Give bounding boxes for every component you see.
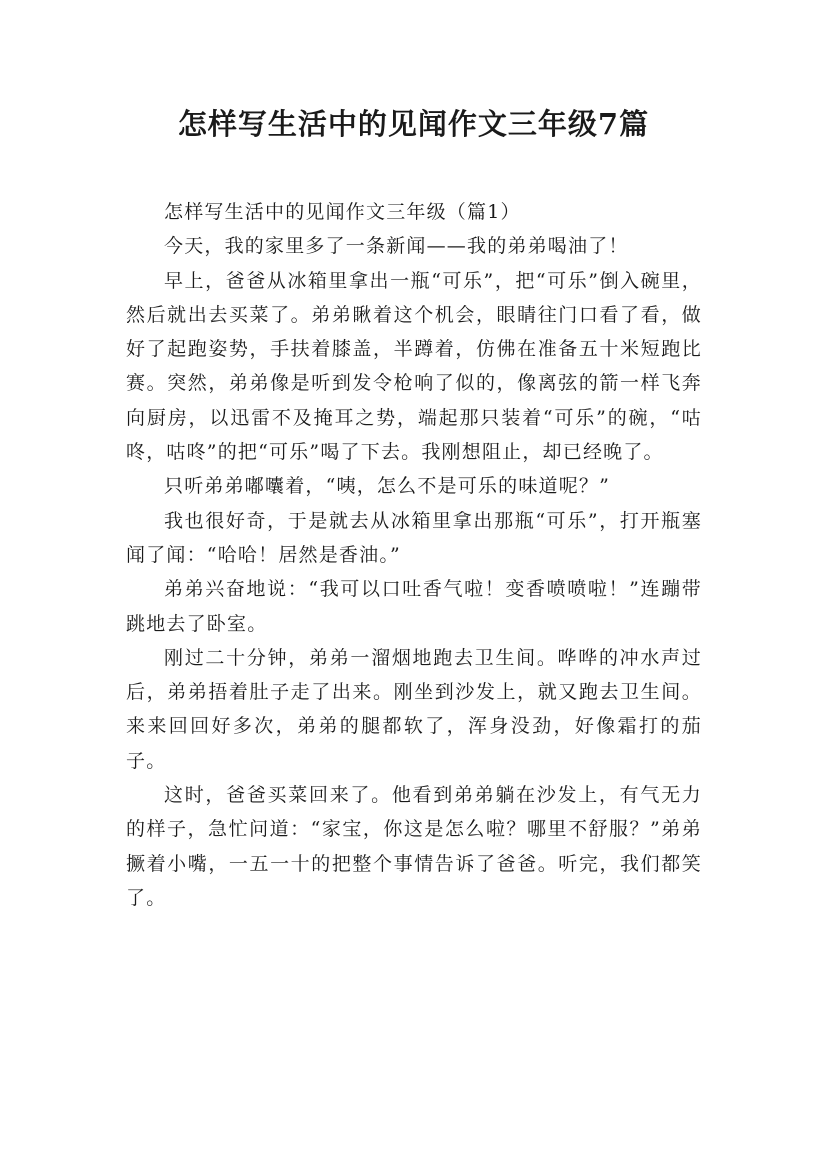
paragraph: 我也很好奇，于是就去从冰箱里拿出那瓶“可乐”，打开瓶塞闻了闻：“哈哈！居然是香油。” [126, 509, 702, 566]
document-body [126, 195, 702, 915]
paragraph: 刚过二十分钟，弟弟一溜烟地跑去卫生间。哗哗的冲水声过后，弟弟捂着肚子走了出来。刚坐到沙发上，就又跑去卫生间。来来回回好多次，弟弟的腿都软了，浑身没劲，好像霜打的茄子。 [126, 646, 702, 772]
page-title: 怎样写生活中的见闻作文三年级7篇 [177, 107, 650, 141]
paragraph: 弟弟兴奋地说：“我可以口吐香气啦！变香喷喷啦！”连蹦带跳地去了卧室。 [126, 578, 702, 635]
paragraph: 早上，爸爸从冰箱里拿出一瓶“可乐”，把“可乐”倒入碗里，然后就出去买菜了。弟弟瞅着这个机会，眼睛往门口看了看，做好了起跑姿势，手扶着膝盖，半蹲着，仿佛在准备五十米短跑比赛。突然，弟弟像是听到发令枪响了似的，像离弦的箭一样飞奔向厨房，以迅雷不及掩耳之势，端起那只装着“可乐”的碗，“咕咚，咕咚”的把“可乐”喝了下去。我刚想阻止，却已经晚了。 [126, 269, 702, 464]
paragraph: 只听弟弟嘟囔着，“咦，怎么不是可乐的味道呢？” [164, 475, 611, 498]
paragraph: 今天，我的家里多了一条新闻——我的弟弟喝油了！ [164, 235, 629, 258]
section-subtitle: 怎样写生活中的见闻作文三年级（篇1） [164, 201, 521, 223]
paragraph: 这时，爸爸买菜回来了。他看到弟弟躺在沙发上，有气无力的样子，急忙问道：“家宝，你这是怎么啦？哪里不舒服？”弟弟撅着小嘴，一五一十的把整个事情告诉了爸爸。听完，我们都笑了。 [126, 784, 702, 909]
